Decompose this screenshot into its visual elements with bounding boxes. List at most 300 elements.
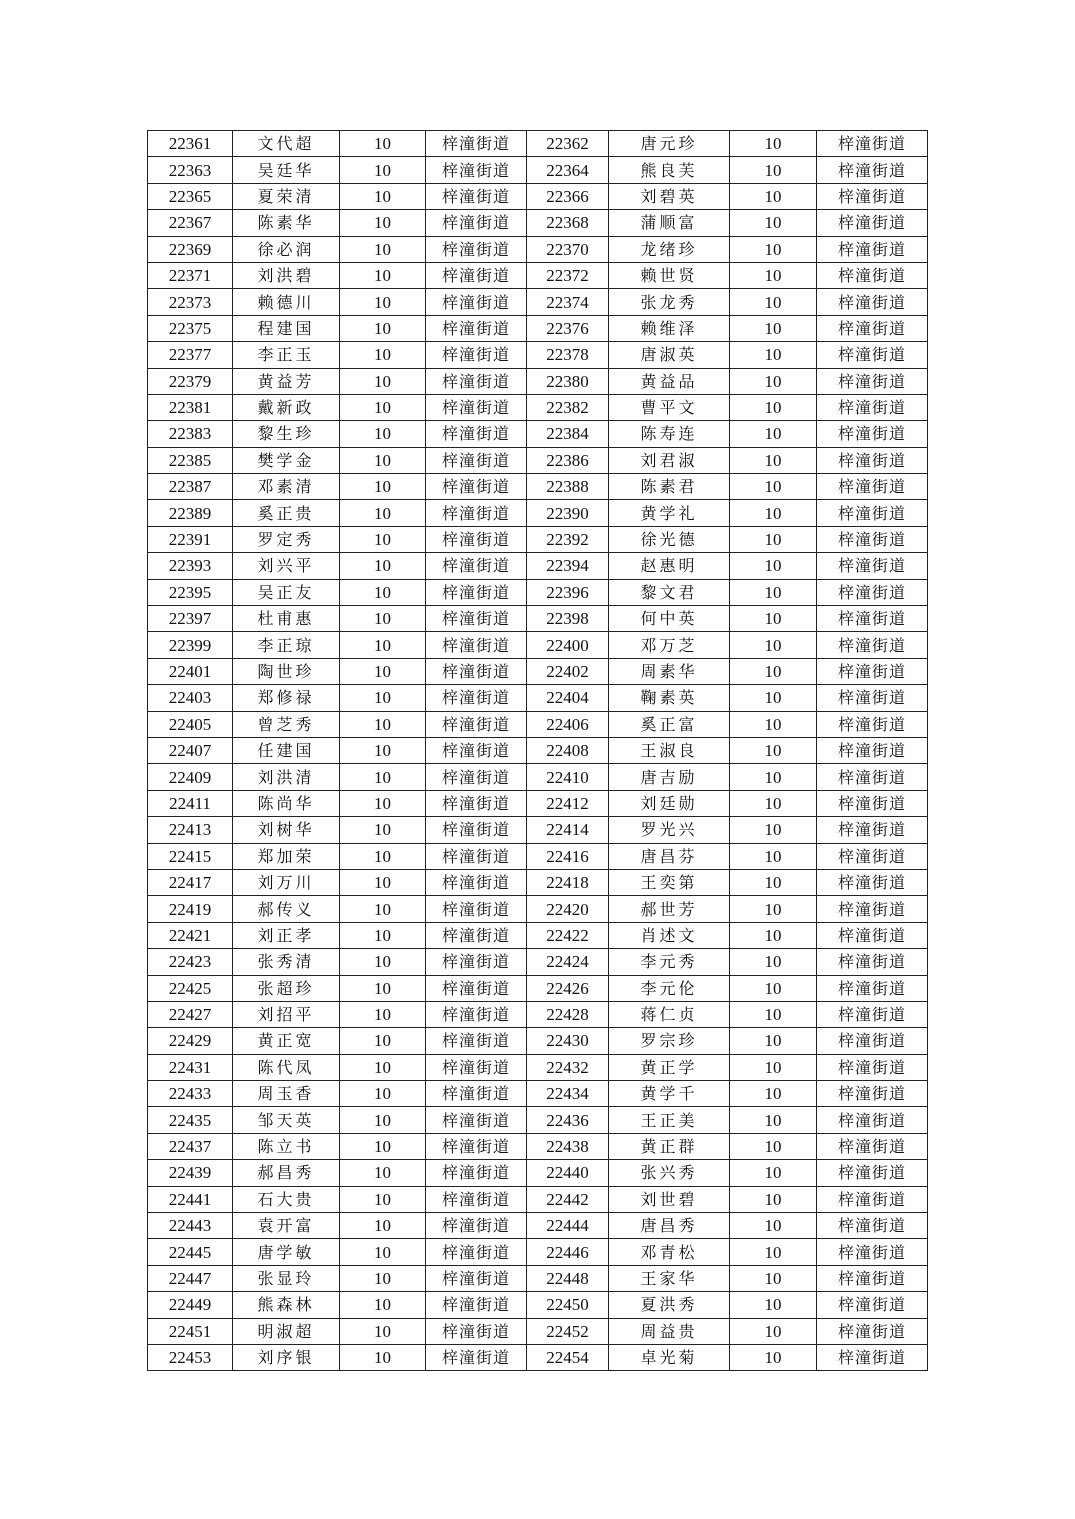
record-amount-cell: 10 bbox=[340, 262, 426, 288]
record-name-cell: 蒋仁贞 bbox=[609, 1001, 730, 1027]
record-amount-cell: 10 bbox=[340, 289, 426, 315]
record-id-cell: 22429 bbox=[148, 1028, 233, 1054]
record-id-cell: 22431 bbox=[148, 1054, 233, 1080]
record-name-cell: 刘万川 bbox=[233, 869, 340, 895]
record-id-cell: 22402 bbox=[527, 658, 609, 684]
record-name-cell: 徐光德 bbox=[609, 526, 730, 552]
record-amount-cell: 10 bbox=[730, 289, 817, 315]
record-name-cell: 刘正孝 bbox=[233, 922, 340, 948]
record-id-cell: 22388 bbox=[527, 474, 609, 500]
record-name-cell: 陶世珍 bbox=[233, 658, 340, 684]
record-location-cell: 梓潼街道 bbox=[817, 210, 928, 236]
record-id-cell: 22433 bbox=[148, 1081, 233, 1107]
record-amount-cell: 10 bbox=[730, 632, 817, 658]
record-location-cell: 梓潼街道 bbox=[426, 1292, 527, 1318]
record-location-cell: 梓潼街道 bbox=[817, 606, 928, 632]
record-location-cell: 梓潼街道 bbox=[426, 368, 527, 394]
table-row bbox=[148, 817, 928, 843]
record-name-cell: 奚正富 bbox=[609, 711, 730, 737]
record-id-cell: 22417 bbox=[148, 869, 233, 895]
record-location-cell: 梓潼街道 bbox=[817, 157, 928, 183]
record-name-cell: 邹天英 bbox=[233, 1107, 340, 1133]
record-name-cell: 夏荣清 bbox=[233, 183, 340, 209]
record-name-cell: 王淑良 bbox=[609, 737, 730, 763]
record-location-cell: 梓潼街道 bbox=[426, 553, 527, 579]
record-id-cell: 22412 bbox=[527, 790, 609, 816]
record-id-cell: 22384 bbox=[527, 421, 609, 447]
record-id-cell: 22382 bbox=[527, 394, 609, 420]
record-amount-cell: 10 bbox=[340, 1001, 426, 1027]
record-name-cell: 任建国 bbox=[233, 737, 340, 763]
record-id-cell: 22401 bbox=[148, 658, 233, 684]
record-amount-cell: 10 bbox=[730, 817, 817, 843]
record-id-cell: 22454 bbox=[527, 1344, 609, 1370]
record-location-cell: 梓潼街道 bbox=[817, 949, 928, 975]
record-amount-cell: 10 bbox=[340, 1186, 426, 1212]
record-location-cell: 梓潼街道 bbox=[426, 474, 527, 500]
record-id-cell: 22366 bbox=[527, 183, 609, 209]
table-row bbox=[148, 210, 928, 236]
table-row bbox=[148, 1081, 928, 1107]
record-location-cell: 梓潼街道 bbox=[817, 1213, 928, 1239]
record-amount-cell: 10 bbox=[340, 1133, 426, 1159]
record-id-cell: 22369 bbox=[148, 236, 233, 262]
table-row bbox=[148, 658, 928, 684]
record-name-cell: 鞠素英 bbox=[609, 685, 730, 711]
record-name-cell: 李正玉 bbox=[233, 342, 340, 368]
record-id-cell: 22365 bbox=[148, 183, 233, 209]
record-id-cell: 22368 bbox=[527, 210, 609, 236]
record-amount-cell: 10 bbox=[340, 500, 426, 526]
record-location-cell: 梓潼街道 bbox=[817, 183, 928, 209]
record-id-cell: 22386 bbox=[527, 447, 609, 473]
record-name-cell: 唐学敏 bbox=[233, 1239, 340, 1265]
record-amount-cell: 10 bbox=[340, 975, 426, 1001]
record-name-cell: 奚正贵 bbox=[233, 500, 340, 526]
record-amount-cell: 10 bbox=[730, 1028, 817, 1054]
record-name-cell: 黎文君 bbox=[609, 579, 730, 605]
table-row bbox=[148, 579, 928, 605]
record-name-cell: 周玉香 bbox=[233, 1081, 340, 1107]
record-location-cell: 梓潼街道 bbox=[817, 526, 928, 552]
record-name-cell: 李正琼 bbox=[233, 632, 340, 658]
record-id-cell: 22389 bbox=[148, 500, 233, 526]
record-name-cell: 程建国 bbox=[233, 315, 340, 341]
record-location-cell: 梓潼街道 bbox=[426, 131, 527, 157]
record-name-cell: 张超珍 bbox=[233, 975, 340, 1001]
record-id-cell: 22435 bbox=[148, 1107, 233, 1133]
record-location-cell: 梓潼街道 bbox=[426, 500, 527, 526]
record-id-cell: 22428 bbox=[527, 1001, 609, 1027]
record-name-cell: 张兴秀 bbox=[609, 1160, 730, 1186]
table-row bbox=[148, 869, 928, 895]
record-location-cell: 梓潼街道 bbox=[817, 579, 928, 605]
table-row bbox=[148, 1107, 928, 1133]
record-name-cell: 李元伦 bbox=[609, 975, 730, 1001]
record-name-cell: 陈素华 bbox=[233, 210, 340, 236]
record-name-cell: 熊森林 bbox=[233, 1292, 340, 1318]
record-name-cell: 郑修禄 bbox=[233, 685, 340, 711]
table-row bbox=[148, 421, 928, 447]
record-name-cell: 刘树华 bbox=[233, 817, 340, 843]
record-id-cell: 22392 bbox=[527, 526, 609, 552]
record-location-cell: 梓潼街道 bbox=[817, 1318, 928, 1344]
record-id-cell: 22440 bbox=[527, 1160, 609, 1186]
record-id-cell: 22438 bbox=[527, 1133, 609, 1159]
record-id-cell: 22399 bbox=[148, 632, 233, 658]
record-location-cell: 梓潼街道 bbox=[426, 1028, 527, 1054]
record-id-cell: 22443 bbox=[148, 1213, 233, 1239]
record-id-cell: 22363 bbox=[148, 157, 233, 183]
table-row bbox=[148, 1318, 928, 1344]
record-id-cell: 22445 bbox=[148, 1239, 233, 1265]
record-id-cell: 22437 bbox=[148, 1133, 233, 1159]
table-row bbox=[148, 685, 928, 711]
record-location-cell: 梓潼街道 bbox=[426, 790, 527, 816]
record-amount-cell: 10 bbox=[730, 1344, 817, 1370]
record-name-cell: 李元秀 bbox=[609, 949, 730, 975]
record-name-cell: 袁开富 bbox=[233, 1213, 340, 1239]
record-name-cell: 刘世碧 bbox=[609, 1186, 730, 1212]
record-id-cell: 22421 bbox=[148, 922, 233, 948]
record-location-cell: 梓潼街道 bbox=[817, 1265, 928, 1291]
record-id-cell: 22391 bbox=[148, 526, 233, 552]
record-id-cell: 22375 bbox=[148, 315, 233, 341]
record-name-cell: 黄学礼 bbox=[609, 500, 730, 526]
record-name-cell: 刘君淑 bbox=[609, 447, 730, 473]
record-name-cell: 龙绪珍 bbox=[609, 236, 730, 262]
table-body bbox=[148, 131, 928, 1371]
record-amount-cell: 10 bbox=[730, 1186, 817, 1212]
record-location-cell: 梓潼街道 bbox=[817, 737, 928, 763]
record-id-cell: 22377 bbox=[148, 342, 233, 368]
table-row bbox=[148, 606, 928, 632]
record-name-cell: 张秀清 bbox=[233, 949, 340, 975]
record-id-cell: 22362 bbox=[527, 131, 609, 157]
record-name-cell: 罗定秀 bbox=[233, 526, 340, 552]
record-amount-cell: 10 bbox=[730, 1239, 817, 1265]
record-amount-cell: 10 bbox=[340, 1318, 426, 1344]
table-row bbox=[148, 236, 928, 262]
record-name-cell: 刘招平 bbox=[233, 1001, 340, 1027]
record-amount-cell: 10 bbox=[730, 553, 817, 579]
record-amount-cell: 10 bbox=[340, 896, 426, 922]
record-amount-cell: 10 bbox=[730, 896, 817, 922]
record-location-cell: 梓潼街道 bbox=[817, 1028, 928, 1054]
record-amount-cell: 10 bbox=[340, 1239, 426, 1265]
record-location-cell: 梓潼街道 bbox=[817, 1292, 928, 1318]
record-amount-cell: 10 bbox=[340, 394, 426, 420]
record-name-cell: 何中英 bbox=[609, 606, 730, 632]
record-name-cell: 邓万芝 bbox=[609, 632, 730, 658]
record-id-cell: 22420 bbox=[527, 896, 609, 922]
record-id-cell: 22383 bbox=[148, 421, 233, 447]
record-location-cell: 梓潼街道 bbox=[817, 236, 928, 262]
record-id-cell: 22385 bbox=[148, 447, 233, 473]
record-name-cell: 赖世贤 bbox=[609, 262, 730, 288]
record-id-cell: 22367 bbox=[148, 210, 233, 236]
record-name-cell: 唐昌芬 bbox=[609, 843, 730, 869]
record-location-cell: 梓潼街道 bbox=[817, 1001, 928, 1027]
record-location-cell: 梓潼街道 bbox=[817, 1186, 928, 1212]
record-amount-cell: 10 bbox=[340, 1160, 426, 1186]
record-amount-cell: 10 bbox=[730, 526, 817, 552]
record-name-cell: 刘洪清 bbox=[233, 764, 340, 790]
record-location-cell: 梓潼街道 bbox=[817, 632, 928, 658]
table-row bbox=[148, 289, 928, 315]
record-name-cell: 王奕第 bbox=[609, 869, 730, 895]
record-location-cell: 梓潼街道 bbox=[426, 1265, 527, 1291]
record-name-cell: 唐吉励 bbox=[609, 764, 730, 790]
record-id-cell: 22426 bbox=[527, 975, 609, 1001]
table-row bbox=[148, 1186, 928, 1212]
record-location-cell: 梓潼街道 bbox=[817, 685, 928, 711]
record-id-cell: 22452 bbox=[527, 1318, 609, 1344]
record-id-cell: 22441 bbox=[148, 1186, 233, 1212]
table-row bbox=[148, 262, 928, 288]
record-id-cell: 22390 bbox=[527, 500, 609, 526]
record-id-cell: 22406 bbox=[527, 711, 609, 737]
record-name-cell: 黄正宽 bbox=[233, 1028, 340, 1054]
record-location-cell: 梓潼街道 bbox=[426, 949, 527, 975]
record-name-cell: 罗宗珍 bbox=[609, 1028, 730, 1054]
table-row bbox=[148, 896, 928, 922]
record-name-cell: 刘碧英 bbox=[609, 183, 730, 209]
table-row bbox=[148, 1028, 928, 1054]
record-amount-cell: 10 bbox=[730, 315, 817, 341]
record-name-cell: 樊学金 bbox=[233, 447, 340, 473]
record-id-cell: 22423 bbox=[148, 949, 233, 975]
table-row bbox=[148, 922, 928, 948]
record-location-cell: 梓潼街道 bbox=[426, 183, 527, 209]
record-location-cell: 梓潼街道 bbox=[426, 1160, 527, 1186]
record-location-cell: 梓潼街道 bbox=[426, 869, 527, 895]
record-amount-cell: 10 bbox=[730, 843, 817, 869]
table-row bbox=[148, 1239, 928, 1265]
record-location-cell: 梓潼街道 bbox=[426, 421, 527, 447]
record-amount-cell: 10 bbox=[730, 474, 817, 500]
record-amount-cell: 10 bbox=[340, 315, 426, 341]
record-amount-cell: 10 bbox=[730, 1001, 817, 1027]
table-row bbox=[148, 1133, 928, 1159]
table-row bbox=[148, 1344, 928, 1370]
record-amount-cell: 10 bbox=[730, 394, 817, 420]
record-name-cell: 王家华 bbox=[609, 1265, 730, 1291]
record-location-cell: 梓潼街道 bbox=[426, 817, 527, 843]
record-amount-cell: 10 bbox=[730, 711, 817, 737]
record-name-cell: 刘兴平 bbox=[233, 553, 340, 579]
record-location-cell: 梓潼街道 bbox=[426, 711, 527, 737]
record-amount-cell: 10 bbox=[730, 1054, 817, 1080]
record-id-cell: 22427 bbox=[148, 1001, 233, 1027]
record-name-cell: 肖述文 bbox=[609, 922, 730, 948]
record-name-cell: 陈立书 bbox=[233, 1133, 340, 1159]
record-amount-cell: 10 bbox=[340, 131, 426, 157]
record-amount-cell: 10 bbox=[730, 1318, 817, 1344]
table-row bbox=[148, 526, 928, 552]
record-location-cell: 梓潼街道 bbox=[426, 975, 527, 1001]
record-location-cell: 梓潼街道 bbox=[817, 262, 928, 288]
record-id-cell: 22425 bbox=[148, 975, 233, 1001]
record-location-cell: 梓潼街道 bbox=[426, 526, 527, 552]
record-amount-cell: 10 bbox=[340, 236, 426, 262]
record-amount-cell: 10 bbox=[340, 685, 426, 711]
record-location-cell: 梓潼街道 bbox=[817, 315, 928, 341]
record-name-cell: 吴廷华 bbox=[233, 157, 340, 183]
record-location-cell: 梓潼街道 bbox=[817, 289, 928, 315]
record-name-cell: 郑加荣 bbox=[233, 843, 340, 869]
record-id-cell: 22416 bbox=[527, 843, 609, 869]
record-name-cell: 文代超 bbox=[233, 131, 340, 157]
record-location-cell: 梓潼街道 bbox=[817, 474, 928, 500]
record-id-cell: 22400 bbox=[527, 632, 609, 658]
record-id-cell: 22418 bbox=[527, 869, 609, 895]
record-id-cell: 22408 bbox=[527, 737, 609, 763]
record-id-cell: 22393 bbox=[148, 553, 233, 579]
record-id-cell: 22379 bbox=[148, 368, 233, 394]
record-amount-cell: 10 bbox=[340, 1292, 426, 1318]
record-id-cell: 22380 bbox=[527, 368, 609, 394]
record-amount-cell: 10 bbox=[340, 949, 426, 975]
record-amount-cell: 10 bbox=[340, 1107, 426, 1133]
table-row bbox=[148, 1265, 928, 1291]
record-id-cell: 22361 bbox=[148, 131, 233, 157]
record-location-cell: 梓潼街道 bbox=[817, 368, 928, 394]
record-location-cell: 梓潼街道 bbox=[817, 1107, 928, 1133]
record-amount-cell: 10 bbox=[340, 1028, 426, 1054]
record-id-cell: 22398 bbox=[527, 606, 609, 632]
record-name-cell: 黄学千 bbox=[609, 1081, 730, 1107]
table-row bbox=[148, 183, 928, 209]
record-location-cell: 梓潼街道 bbox=[817, 922, 928, 948]
table-row bbox=[148, 368, 928, 394]
record-id-cell: 22378 bbox=[527, 342, 609, 368]
record-amount-cell: 10 bbox=[730, 1213, 817, 1239]
record-name-cell: 唐淑英 bbox=[609, 342, 730, 368]
record-location-cell: 梓潼街道 bbox=[426, 579, 527, 605]
record-location-cell: 梓潼街道 bbox=[817, 1054, 928, 1080]
table-row bbox=[148, 1292, 928, 1318]
table-row bbox=[148, 632, 928, 658]
record-name-cell: 周益贵 bbox=[609, 1318, 730, 1344]
record-location-cell: 梓潼街道 bbox=[426, 922, 527, 948]
record-amount-cell: 10 bbox=[730, 922, 817, 948]
record-id-cell: 22364 bbox=[527, 157, 609, 183]
record-id-cell: 22447 bbox=[148, 1265, 233, 1291]
record-location-cell: 梓潼街道 bbox=[817, 421, 928, 447]
record-id-cell: 22449 bbox=[148, 1292, 233, 1318]
record-amount-cell: 10 bbox=[730, 342, 817, 368]
record-id-cell: 22373 bbox=[148, 289, 233, 315]
record-location-cell: 梓潼街道 bbox=[426, 658, 527, 684]
record-amount-cell: 10 bbox=[730, 606, 817, 632]
record-location-cell: 梓潼街道 bbox=[426, 685, 527, 711]
record-name-cell: 石大贵 bbox=[233, 1186, 340, 1212]
record-id-cell: 22394 bbox=[527, 553, 609, 579]
record-amount-cell: 10 bbox=[340, 526, 426, 552]
record-amount-cell: 10 bbox=[730, 658, 817, 684]
table-row bbox=[148, 157, 928, 183]
table-row bbox=[148, 1160, 928, 1186]
record-location-cell: 梓潼街道 bbox=[426, 315, 527, 341]
record-location-cell: 梓潼街道 bbox=[426, 262, 527, 288]
table-row bbox=[148, 975, 928, 1001]
record-id-cell: 22453 bbox=[148, 1344, 233, 1370]
record-name-cell: 陈代凤 bbox=[233, 1054, 340, 1080]
table-row bbox=[148, 790, 928, 816]
record-name-cell: 赖维泽 bbox=[609, 315, 730, 341]
record-amount-cell: 10 bbox=[340, 368, 426, 394]
record-id-cell: 22410 bbox=[527, 764, 609, 790]
record-amount-cell: 10 bbox=[340, 1344, 426, 1370]
record-amount-cell: 10 bbox=[340, 1265, 426, 1291]
record-name-cell: 曾芝秀 bbox=[233, 711, 340, 737]
record-id-cell: 22403 bbox=[148, 685, 233, 711]
record-amount-cell: 10 bbox=[340, 421, 426, 447]
table-row bbox=[148, 1001, 928, 1027]
table-row bbox=[148, 553, 928, 579]
record-name-cell: 郝世芳 bbox=[609, 896, 730, 922]
record-name-cell: 郝传义 bbox=[233, 896, 340, 922]
record-location-cell: 梓潼街道 bbox=[817, 1133, 928, 1159]
record-name-cell: 卓光菊 bbox=[609, 1344, 730, 1370]
record-location-cell: 梓潼街道 bbox=[817, 658, 928, 684]
record-location-cell: 梓潼街道 bbox=[426, 896, 527, 922]
record-amount-cell: 10 bbox=[730, 421, 817, 447]
record-location-cell: 梓潼街道 bbox=[426, 394, 527, 420]
records-table bbox=[147, 130, 928, 1371]
record-amount-cell: 10 bbox=[730, 500, 817, 526]
record-id-cell: 22407 bbox=[148, 737, 233, 763]
table-row bbox=[148, 949, 928, 975]
record-location-cell: 梓潼街道 bbox=[426, 764, 527, 790]
record-name-cell: 杜甫惠 bbox=[233, 606, 340, 632]
record-location-cell: 梓潼街道 bbox=[426, 843, 527, 869]
table-row bbox=[148, 342, 928, 368]
table-row bbox=[148, 131, 928, 157]
record-id-cell: 22411 bbox=[148, 790, 233, 816]
record-id-cell: 22424 bbox=[527, 949, 609, 975]
table-row bbox=[148, 315, 928, 341]
table-row bbox=[148, 394, 928, 420]
record-name-cell: 唐元珍 bbox=[609, 131, 730, 157]
record-location-cell: 梓潼街道 bbox=[426, 1001, 527, 1027]
record-name-cell: 熊良芙 bbox=[609, 157, 730, 183]
record-location-cell: 梓潼街道 bbox=[817, 1344, 928, 1370]
record-amount-cell: 10 bbox=[730, 183, 817, 209]
record-location-cell: 梓潼街道 bbox=[817, 342, 928, 368]
record-id-cell: 22376 bbox=[527, 315, 609, 341]
record-location-cell: 梓潼街道 bbox=[426, 447, 527, 473]
record-name-cell: 戴新政 bbox=[233, 394, 340, 420]
record-name-cell: 黎生珍 bbox=[233, 421, 340, 447]
record-name-cell: 黄正学 bbox=[609, 1054, 730, 1080]
record-amount-cell: 10 bbox=[340, 632, 426, 658]
record-amount-cell: 10 bbox=[340, 474, 426, 500]
record-amount-cell: 10 bbox=[340, 606, 426, 632]
record-id-cell: 22405 bbox=[148, 711, 233, 737]
record-name-cell: 黄益芳 bbox=[233, 368, 340, 394]
record-location-cell: 梓潼街道 bbox=[817, 447, 928, 473]
record-id-cell: 22414 bbox=[527, 817, 609, 843]
record-amount-cell: 10 bbox=[730, 1107, 817, 1133]
record-id-cell: 22372 bbox=[527, 262, 609, 288]
record-id-cell: 22395 bbox=[148, 579, 233, 605]
record-name-cell: 罗光兴 bbox=[609, 817, 730, 843]
record-location-cell: 梓潼街道 bbox=[426, 289, 527, 315]
record-amount-cell: 10 bbox=[730, 869, 817, 895]
table-row bbox=[148, 843, 928, 869]
